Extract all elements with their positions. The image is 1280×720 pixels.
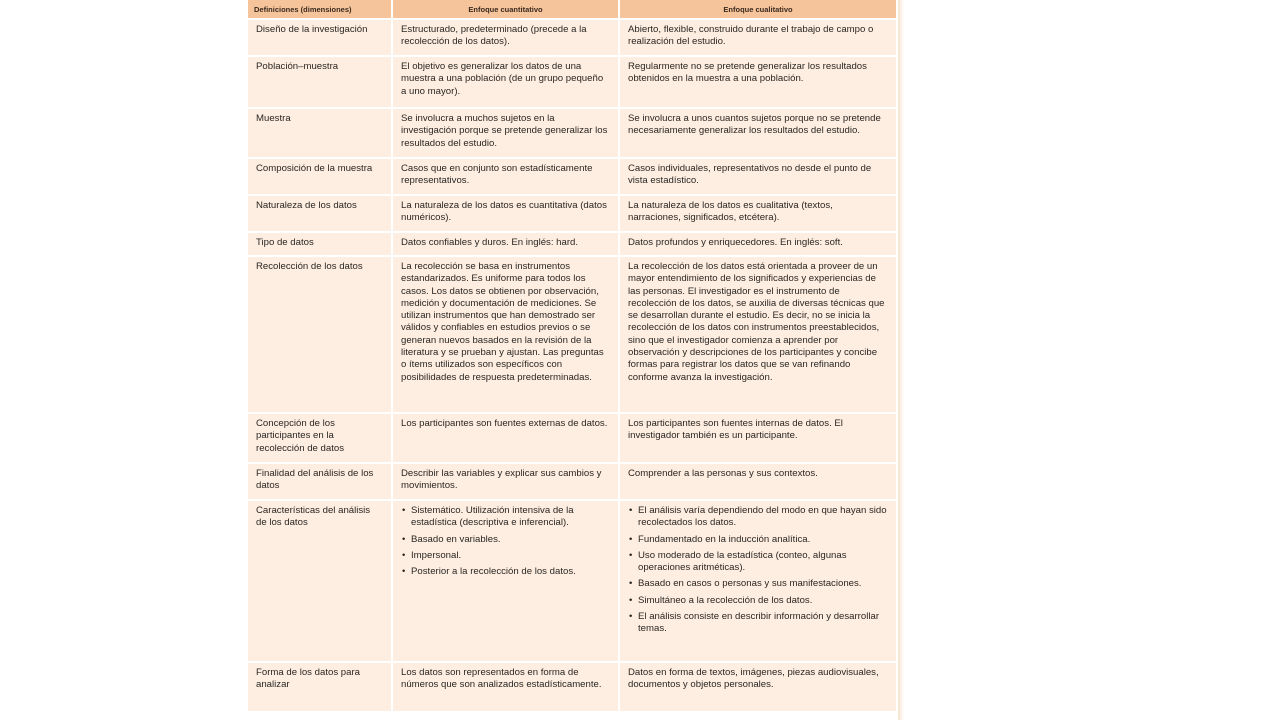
qualitative-cell: Casos individuales, representativos no desde el punto de vista estadístico. (620, 159, 896, 196)
dimension-cell: Diseño de la investigación (248, 20, 393, 57)
dimension-cell: Muestra (248, 109, 393, 159)
table-row (248, 57, 896, 109)
quantitative-cell (393, 501, 620, 663)
qualitative-bullet-list (628, 505, 888, 636)
dimension-cell: Naturaleza de los datos (248, 196, 393, 233)
list-item: • Fundamentado en la inducción analítica. (628, 534, 888, 546)
table-row (248, 159, 896, 196)
quantitative-cell: Estructurado, predeterminado (precede a la recolección de los datos). (393, 20, 620, 57)
quantitative-bullet-list (401, 505, 610, 578)
list-item: • El análisis consiste en describir información y desarrollar temas. (628, 611, 888, 636)
table-header-row (248, 0, 896, 20)
quantitative-cell: Los datos son representados en forma de números que son analizados estadísticamente. (393, 663, 620, 713)
dimension-cell: Concepción de los participantes en la recolección de datos (248, 414, 393, 464)
qualitative-cell: Abierto, flexible, construido durante el trabajo de campo o realización del estudio. (620, 20, 896, 57)
qualitative-cell: Comprender a las personas y sus contextos. (620, 464, 896, 501)
table-row (248, 20, 896, 57)
header-qualitative: Enfoque cualitativo (620, 0, 896, 20)
dimension-cell: Recolección de los datos (248, 257, 393, 414)
list-item: • Impersonal. (401, 550, 610, 562)
table-row (248, 464, 896, 501)
list-item: • Basado en variables. (401, 534, 610, 546)
table-row (248, 109, 896, 159)
table-row (248, 196, 896, 233)
quantitative-cell: Los participantes son fuentes externas de datos. (393, 414, 620, 464)
quantitative-cell: El objetivo es generalizar los datos de una muestra a una población (de un grupo pequeño a uno mayor). (393, 57, 620, 109)
qualitative-cell (620, 501, 896, 663)
quantitative-cell: Describir las variables y explicar sus cambios y movimientos. (393, 464, 620, 501)
dimension-cell: Forma de los datos para analizar (248, 663, 393, 713)
qualitative-cell: Datos en forma de textos, imágenes, piezas audiovisuales, documentos y objetos personales. (620, 663, 896, 713)
qualitative-cell: La recolección de los datos está orientada a proveer de un mayor entendimiento de los significados y experiencias de las personas. El investigador es el instrumento de recolección de los datos, se auxilia de diversas técnicas que se desarrollan durante el estudio. Es decir, no se inicia la recolección de los datos con instrumentos preestablecidos, sino que el investigador comienza a aprender por observación y descripciones de los participantes y concibe formas para registrar los datos que se van refinando conforme avanza la investigación. (620, 257, 896, 414)
dimension-cell: Población–muestra (248, 57, 393, 109)
header-quantitative: Enfoque cuantitativo (393, 0, 620, 20)
quantitative-cell: Datos confiables y duros. En inglés: hard. (393, 233, 620, 257)
comparison-table (248, 0, 896, 713)
qualitative-cell: Datos profundos y enriquecedores. En inglés: soft. (620, 233, 896, 257)
page-edge-divider (898, 0, 904, 720)
table-row (248, 257, 896, 414)
quantitative-cell: La naturaleza de los datos es cuantitativa (datos numéricos). (393, 196, 620, 233)
table-row (248, 233, 896, 257)
table-row (248, 663, 896, 713)
list-item: • Posterior a la recolección de los datos. (401, 566, 610, 578)
header-dimensions: Definiciones (dimensiones) (248, 0, 393, 20)
qualitative-cell: Regularmente no se pretende generalizar los resultados obtenidos en la muestra a una población. (620, 57, 896, 109)
table-row (248, 501, 896, 663)
list-item: • Uso moderado de la estadística (conteo, algunas operaciones aritméticas). (628, 550, 888, 575)
quantitative-cell: Se involucra a muchos sujetos en la investigación porque se pretende generalizar los resultados del estudio. (393, 109, 620, 159)
quantitative-cell: La recolección se basa en instrumentos estandarizados. Es uniforme para todos los casos. Los datos se obtienen por observación, medición y documentación de mediciones. Se utilizan instrumentos que han demostrado ser válidos y confiables en estudios previos o se generan nuevos basados en la revisión de la literatura y se prueban y ajustan. Las preguntas o ítems utilizados son específicos con posibilidades de respuesta predeterminadas. (393, 257, 620, 414)
quantitative-cell: Casos que en conjunto son estadísticamente representativos. (393, 159, 620, 196)
qualitative-cell: Los participantes son fuentes internas de datos. El investigador también es un participante. (620, 414, 896, 464)
list-item: • Sistemático. Utilización intensiva de la estadística (descriptiva e inferencial). (401, 505, 610, 530)
document-page (248, 0, 896, 720)
qualitative-cell: La naturaleza de los datos es cualitativa (textos, narraciones, significados, etcétera). (620, 196, 896, 233)
dimension-cell: Finalidad del análisis de los datos (248, 464, 393, 501)
qualitative-cell: Se involucra a unos cuantos sujetos porque no se pretende necesariamente generalizar los resultados del estudio. (620, 109, 896, 159)
dimension-cell: Tipo de datos (248, 233, 393, 257)
dimension-cell: Características del análisis de los datos (248, 501, 393, 663)
list-item: • El análisis varía dependiendo del modo en que hayan sido recolectados los datos. (628, 505, 888, 530)
dimension-cell: Composición de la muestra (248, 159, 393, 196)
list-item: • Simultáneo a la recolección de los datos. (628, 595, 888, 607)
list-item: • Basado en casos o personas y sus manifestaciones. (628, 578, 888, 590)
table-row (248, 414, 896, 464)
